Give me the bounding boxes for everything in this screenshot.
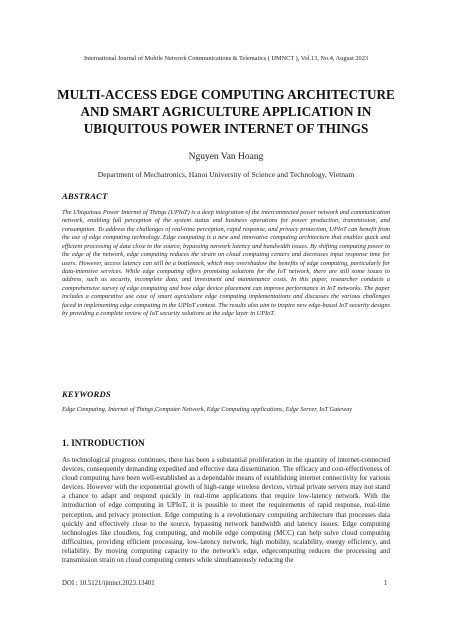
introduction-text: As technological progress continues, there has been a substantial proliferation in the quantity of internet-connected devices, consequently demanding expedited and effective data dissemination. The efficacy and cost-effectiveness of cloud computing have been well-established as a dependable means of establishing internet connectivity for various devices. However with the exponential growth of high-range wireless devices, virtual private servers may not stand a chance to adapt and respond quickly in real-time applications that require low-latency network. With the introduction of edge computing in UPIoT, it is possible to meet the requirements of rapid response, real-time perception, and privacy protection. Edge computing is a revolutionary computing architecture that processes data quickly and effectively close to the source, bypassing network bandwidth and latency issues. Edge computing technologies like cloudlets, fog computing, and mobile edge computing (MCC) can help solve cloud computing difficulties, providing efficient processing, low-latency network, high mobility, scalability, energy efficiency, and reliability. By moving computing capacity to the network's edge, edgecomputing reduces the processing and transmission strain on cloud computing centers while simultaneously reducing the xyxy=(62,456,390,565)
title-line-1: MULTI-ACCESS EDGE COMPUTING ARCHITECTURE xyxy=(57,87,395,102)
page-number: 1 xyxy=(384,580,388,587)
keywords-heading: KEYWORDS xyxy=(62,389,111,399)
title-line-2: AND SMART AGRICULTURE APPLICATION IN xyxy=(80,104,372,119)
abstract-heading: ABSTRACT xyxy=(62,191,108,201)
paper-title xyxy=(40,86,412,137)
introduction-heading: 1. INTRODUCTION xyxy=(62,438,145,448)
keywords-text: Edge Computing, Internet of Things,Computer Network, Edge Computing applications, Edge Server, IoT Gateway xyxy=(62,406,353,413)
title-line-3: UBIQUITOUS POWER INTERNET OF THINGS xyxy=(83,121,369,136)
journal-header: International Journal of Mobile Network Communications & Telematics ( IJMNCT ), Vol.13, No.4, August 2023 xyxy=(84,55,368,62)
abstract-text: The Ubiquitous Power Internet of Things (UPIoT) is a deep integration of the interconnected power network and communication network, enabling full perception of the system status and business operations for power production, transmission, and consumption. To address the challenges of real-time perception, rapid response, and privacy protection, UPIoT can benefit from the use of edge computing technology. Edge computing is a new and innovative computing architecture that enables quick and efficient processing of data close to the source, bypassing network latency and bandwidth issues. By shifting computing power to the edge of the network, edge computing reduces the strain on cloud computing centers and decreases input response time for users. However, access latency can still be a bottleneck, which may overshadow the benefits of edge computing, particularly for data-intensive services. While edge computing offers promising solutions for the IoT network, there are still some issues to address, such as security, incomplete data, and investment and maintenance costs. In this paper, researcher conducts a comprehensive survey of edge computing and how edge device placement can improve performance in IoT networks. The paper includes a comparative use case of smart agriculture edge computing implementations and discusses the various challenges faced in implementing edge computing in the UPIoT context. The results also aim to inspire new edge-based IoT security designs by providing a complete review of IoT security solutions at the edge layer in UPIoT. xyxy=(62,209,390,318)
author-name: Nguyen Van Hoang xyxy=(188,152,264,162)
doi-footer: DOI : 10.5121/ijmnct.2023.13401 xyxy=(62,580,155,587)
author-affiliation: Department of Mechatronics, Hanoi University of Science and Technology, Vietnam xyxy=(97,170,355,179)
